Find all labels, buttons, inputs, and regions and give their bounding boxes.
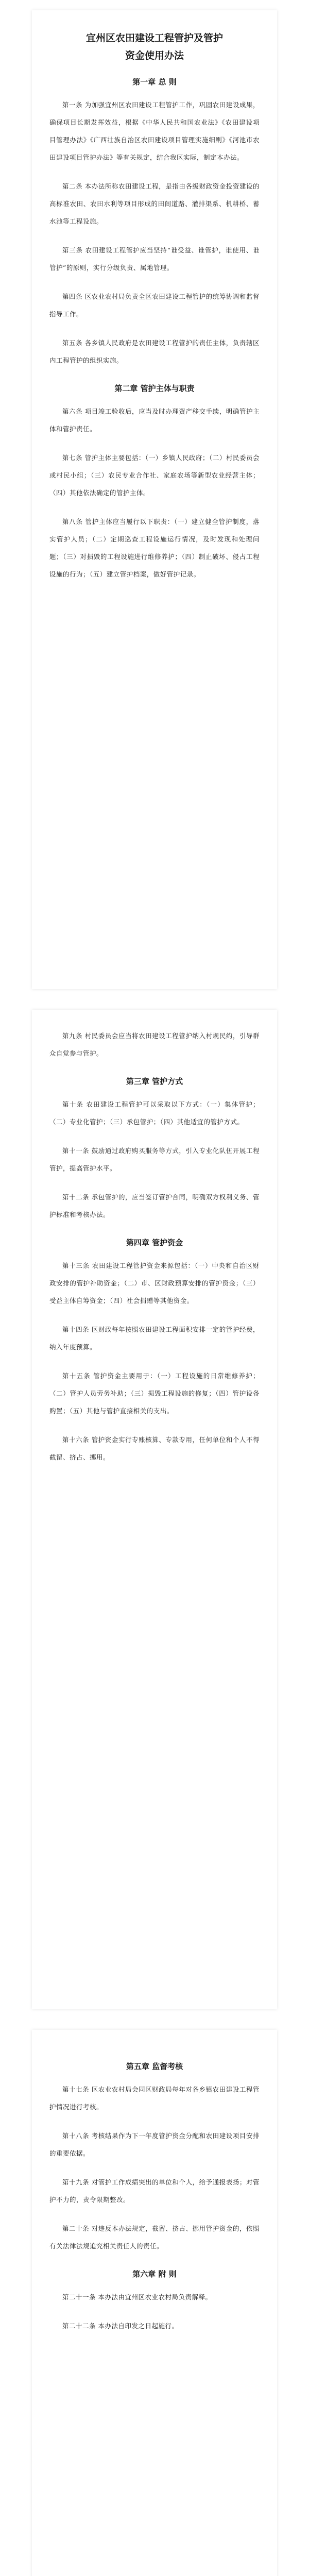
doc-title-line2: 资金使用办法 xyxy=(125,50,184,61)
article-19: 第十九条 对管护工作成绩突出的单位和个人，给予通报表扬；对管护不力的，责令限期整改。 xyxy=(49,2178,260,2204)
article-7: 第七条 管护主体主要包括：（一）乡镇人民政府；（二）村民委员会或村民小组；（三）农民专业合作社、家庭农场等新型农业经营主体；（四）其他依法确定的管护主体。 xyxy=(49,454,260,497)
article-21: 第二十一条 本办法由宜州区农业农村局负责解释。 xyxy=(62,2293,212,2301)
article-2: 第二条 本办法所称农田建设工程，是指由各级财政资金投资建设的高标准农田、农田水利等项目形成的田间道路、灌排渠系、机耕桥、蓄水池等工程设施。 xyxy=(49,182,260,225)
chapter-5-heading: 第五章 监督考核 xyxy=(126,2062,183,2071)
article-17: 第十七条 区农业农村局会同区财政局每年对各乡镇农田建设工程管护情况进行考核。 xyxy=(49,2086,260,2111)
chapter-6-heading: 第六章 附 则 xyxy=(132,2269,177,2279)
article-3: 第三条 农田建设工程管护应当坚持“谁受益、谁管护，谁使用、谁管护”的原则，实行分级负责、属地管理。 xyxy=(49,246,260,272)
document-sheet-3 xyxy=(32,2030,277,2576)
article-20: 第二十条 对违反本办法规定，截留、挤占、挪用管护资金的，依照有关法律法规追究相关责任人的责任。 xyxy=(49,2225,260,2250)
article-14: 第十四条 区财政每年按照农田建设工程面积安排一定的管护经费，纳入年度预算。 xyxy=(49,1326,260,1351)
chapter-3-heading: 第三章 管护方式 xyxy=(126,1077,183,1086)
article-18: 第十八条 考核结果作为下一年度管护资金分配和农田建设项目安排的重要依据。 xyxy=(49,2132,260,2157)
document-sheet-2 xyxy=(32,1010,277,2009)
article-22: 第二十二条 本办法自印发之日起施行。 xyxy=(62,2322,179,2330)
article-12: 第十二条 承包管护的，应当签订管护合同，明确双方权利义务、管护标准和考核办法。 xyxy=(49,1193,260,1218)
article-16: 第十六条 管护资金实行专账核算、专款专用，任何单位和个人不得截留、挤占、挪用。 xyxy=(49,1436,260,1461)
chapter-2-heading: 第二章 管护主体与职责 xyxy=(114,384,195,393)
article-4: 第四条 区农业农村局负责全区农田建设工程管护的统筹协调和监督指导工作。 xyxy=(49,293,260,318)
article-15: 第十五条 管护资金主要用于：（一）工程设施的日常维修养护；（二）管护人员劳务补助；（三）损毁工程设施的修复；（四）管护设备购置；（五）其他与管护直接相关的支出。 xyxy=(49,1372,260,1415)
article-10: 第十条 农田建设工程管护可以采取以下方式：（一）集体管护；（二）专业化管护；（三）承包管护；（四）其他适宜的管护方式。 xyxy=(49,1100,260,1126)
article-13: 第十三条 农田建设工程管护资金来源包括：（一）中央和自治区财政安排的管护补助资金；（二）市、区财政预算安排的管护资金；（三）受益主体自筹资金；（四）社会捐赠等其他资金。 xyxy=(49,1262,260,1304)
article-11: 第十一条 鼓励通过政府购买服务等方式，引入专业化队伍开展工程管护，提高管护水平。 xyxy=(49,1147,260,1172)
chapter-4-heading: 第四章 管护资金 xyxy=(126,1238,183,1247)
document-sheet-1 xyxy=(32,10,277,989)
article-6: 第六条 项目竣工验收后，应当及时办理资产移交手续，明确管护主体和管护责任。 xyxy=(49,408,260,433)
article-8: 第八条 管护主体应当履行以下职责：（一）建立健全管护制度，落实管护人员；（二）定期巡查工程设施运行情况，及时发现和处理问题；（三）对损毁的工程设施进行维修养护；（四）制止破坏、侵占工程设施的行为；（五）建立管护档案，做好管护记录。 xyxy=(49,518,260,578)
article-5: 第五条 各乡镇人民政府是农田建设工程管护的责任主体，负责辖区内工程管护的组织实施。 xyxy=(49,339,260,364)
doc-title-line1: 宜州区农田建设工程管护及管护 xyxy=(85,32,223,44)
article-9: 第九条 村民委员会应当将农田建设工程管护纳入村规民约，引导群众自觉参与管护。 xyxy=(49,1032,260,1057)
chapter-1-heading: 第一章 总 则 xyxy=(132,77,177,87)
article-1: 第一条 为加强宜州区农田建设工程管护工作，巩固农田建设成果，确保项目长期发挥效益，根据《中华人民共和国农业法》《农田建设项目管理办法》《广西壮族自治区农田建设项目管理实施细则》《河池市农田建设项目管护办法》等有关规定，结合我区实际，制定本办法。 xyxy=(49,101,260,161)
